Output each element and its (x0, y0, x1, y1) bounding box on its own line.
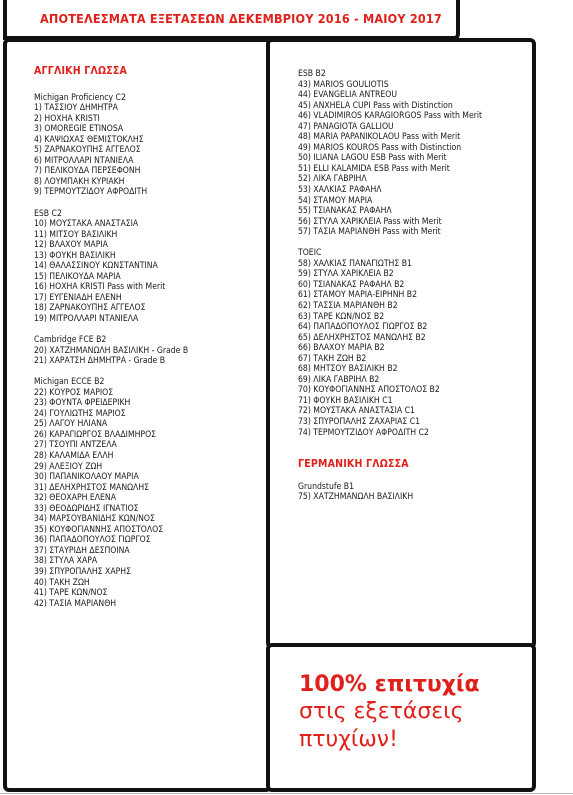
list-item: 51) ELLI KALAMIDA ESB Pass with Merit (298, 163, 450, 174)
list-item: 62) ΤΑΣΣΙΑ ΜΑΡΙΑΝΘΗ B2 (298, 300, 398, 311)
list-item: 30) ΠΑΠΑΝΙΚΟΛΑΟΥ ΜΑΡΙΑ (34, 472, 139, 483)
list-item: 68) ΜΗΤΣΟΥ ΒΑΣΙΛΙΚΗ B2 (298, 364, 398, 375)
promo-headline: 100% επιτυχία (299, 672, 480, 697)
list-item: 58) ΧΑΛΚΙΑΣ ΠΑΝΑΓΙΩΤΗΣ B1 (298, 258, 412, 269)
list-item: 11) ΜΙΤΣΟΥ ΒΑΣΙΛΙΚΗ (34, 229, 118, 240)
list-item: 47) PANAGIOTA GALLIOU (298, 121, 394, 132)
list-item: 9) ΤΕΡΜΟΥΤΖΙΔΟΥ ΑΦΡΟΔΙΤΗ (34, 187, 148, 198)
list-item: 45) ANXHELA CUPI Pass with Distinction (298, 100, 453, 111)
list-item: 61) ΣΤΑΜΟΥ ΜΑΡΙΑ-ΕΙΡΗΝΗ B2 (298, 290, 418, 301)
list-item: 66) ΒΛΑΧΟΥ ΜΑΡΙΑ B2 (298, 343, 385, 354)
english-section-title: ΑΓΓΛΙΚΗ ΓΛΩΣΣΑ (34, 65, 128, 77)
list-item: 52) ΛΙΚΑ ΓΑΒΡΙΗΛ (298, 174, 367, 185)
left-column (34, 66, 188, 609)
list-item: 4) ΚΑΨΙΩΧΑΣ ΘΕΜΙΣΤΟΚΛΗΣ (34, 134, 144, 145)
right-column (298, 69, 482, 503)
list-item: 75) ΧΑΤΖΗΜΑΝΩΛΗ ΒΑΣΙΛΙΚΗ (298, 492, 414, 503)
list-item: 12) ΒΛΑΧΟΥ ΜΑΡΙΑ (34, 240, 108, 251)
list-item: 41) ΤΑΡΕ ΚΩΝ/ΝΟΣ (34, 588, 108, 599)
list-item: 23) ΦΟΥΝΤΑ ΦΡΕΙΔΕΡΙΚΗ (34, 398, 131, 409)
list-item: 18) ΖΑΡΝΑΚΟΥΠΗΣ ΑΓΓΕΛΟΣ (34, 303, 146, 314)
list-item: 70) ΚΟΥΦΟΓΙΑΝΝΗΣ ΑΠΟΣΤΟΛΟΣ B2 (298, 385, 440, 396)
list-item: 17) ΕΥΓΕΝΙΑΔΗ ΕΛΕΝΗ (34, 292, 122, 303)
list-michigan-ecce (34, 388, 188, 609)
group-title-grundstufe: Grundstufe B1 (298, 481, 354, 492)
group-title-cambridge-fce: Cambridge FCE B2 (34, 335, 107, 346)
promo-text (299, 672, 480, 754)
list-item: 33) ΘΕΟΔΩΡΙΔΗΣ ΙΓΝΑΤΙΟΣ (34, 503, 139, 514)
group-title-esb-c2: ESB C2 (34, 208, 62, 219)
list-item: 71) ΦΟΥΚΗ ΒΑΣΙΛΙΚΗ C1 (298, 395, 393, 406)
list-item: 29) ΑΛΕΞΙΟΥ ΖΩΗ (34, 461, 103, 472)
list-grundstufe (298, 492, 482, 503)
list-item: 49) MARIOS KOUROS Pass with Distinction (298, 142, 462, 153)
list-item: 35) ΚΟΥΦΟΓΙΑΝΝΗΣ ΑΠΟΣΤΟΛΟΣ (34, 524, 164, 535)
list-item: 7) ΠΕΛΙΚΟΥΔΑ ΠΕΡΣΕΦΟΝΗ (34, 166, 141, 177)
list-item: 60) ΤΣΙΑΝΑΚΑΣ ΡΑΦΑΗΛ B2 (298, 279, 405, 290)
list-item: 32) ΘΕΟΧΑΡΗ ΕΛΕΝΑ (34, 493, 117, 504)
list-item: 73) ΣΠΥΡΟΠΑΛΗΣ ΖΑΧΑΡΙΑΣ C1 (298, 417, 421, 427)
list-item: 54) ΣΤΑΜΟΥ ΜΑΡΙΑ (298, 195, 373, 206)
list-item: 25) ΛΑΓΟΥ ΗΛΙΑΝΑ (34, 419, 108, 430)
list-item: 46) VLADIMIROS KARAGIORGOS Pass with Merit (298, 111, 483, 122)
german-section-title: ΓΕΡΜΑΝΙΚΗ ΓΛΩΣΣΑ (298, 458, 409, 471)
list-item: 15) ΠΕΛΙΚΟΥΔΑ ΜΑΡΙΑ (34, 271, 121, 282)
list-item: 20) ΧΑΤΖΗΜΑΝΩΛΗ ΒΑΣΙΛΙΚΗ - Grade B (34, 345, 189, 356)
list-item: 6) ΜΙΤΡΟΛΛΑΡΙ ΝΤΑΝΙΕΛΑ (34, 155, 134, 166)
list-item: 44) EVANGELIA ANTREOU (298, 90, 397, 101)
group-title-michigan-ecce: Michigan ECCE B2 (34, 377, 105, 388)
list-item: 10) ΜΟΥΣΤΑΚΑ ΑΝΑΣΤΑΣΙΑ (34, 219, 139, 230)
list-item: 22) ΚΟΥΡΟΣ ΜΑΡΙΟΣ (34, 387, 114, 398)
list-item: 24) ΓΟΥΛΙΩΤΗΣ ΜΑΡΙΟΣ (34, 408, 126, 419)
list-toeic (298, 259, 482, 438)
list-cambridge-fce (34, 346, 188, 367)
list-item: 72) ΜΟΥΣΤΑΚΑ ΑΝΑΣΤΑΣΙΑ C1 (298, 406, 415, 417)
list-item: 57) ΤΑΣΙΑ ΜΑΡΙΑΝΘΗ Pass with Merit (298, 227, 441, 238)
list-item: 21) ΧΑΡΑΤΣΗ ΔΗΜΗΤΡΑ - Grade B (34, 356, 166, 367)
list-item: 74) ΤΕΡΜΟΥΤΖΙΔΟΥ ΑΦΡΟΔΙΤΗ C2 (298, 427, 429, 438)
list-item: 3) OMOREGIE ETINOSA (34, 124, 124, 135)
list-item: 34) ΜΑΡΣΟΥΒΑΝΙΔΗΣ ΚΩΝ/ΝΟΣ (34, 514, 155, 525)
list-item: 67) ΤΑΚΗ ΖΩΗ B2 (298, 353, 367, 364)
list-item: 69) ΛΙΚΑ ΓΑΒΡΙΗΛ B2 (298, 374, 380, 385)
list-item: 8) ΛΟΥΜΠΑΚΗ ΚΥΡΙΑΚΗ (34, 176, 125, 187)
promo-line-3: πτυχίων! (299, 727, 398, 752)
promo-line-2: στις εξετάσεις (299, 699, 464, 724)
list-item: 50) ILIANA LAGOU ESB Pass with Merit (298, 153, 447, 164)
list-item: 53) ΧΑΛΚΙΑΣ ΡΑΦΑΗΛ (298, 185, 382, 196)
group-title-michigan-c2: Michigan Proficiency C2 (34, 92, 126, 103)
list-item: 48) MARIA PAPANIKOLAOU Pass with Merit (298, 132, 461, 143)
list-item: 38) ΣΤΥΛΑ ΧΑΡΑ (34, 556, 98, 567)
list-item: 63) ΤΑΡΕ ΚΩΝ/ΝΟΣ B2 (298, 311, 385, 322)
list-item: 16) ΗΟΧΗΑ KRISTI Pass with Merit (34, 282, 166, 293)
list-item: 2) ΗΟΧΗΑ KRISTI (34, 113, 100, 124)
list-michigan-c2 (34, 103, 188, 198)
list-item: 37) ΣΤΑΥΡΙΔΗ ΔΕΣΠΟΙΝΑ (34, 545, 130, 556)
list-item: 39) ΣΠΥΡΟΠΑΛΗΣ ΧΑΡΗΣ (34, 567, 131, 578)
list-item: 55) ΤΣΙΑΝΑΚΑΣ ΡΑΦΑΗΛ (298, 206, 392, 217)
list-item: 42) ΤΑΣΙΑ ΜΑΡΙΑΝΘΗ (34, 598, 117, 609)
list-esb-c2 (34, 219, 188, 324)
header-box (3, 0, 460, 40)
list-item: 59) ΣΤΥΛΑ ΧΑΡΙΚΛΕΙΑ B2 (298, 269, 394, 280)
list-item: 26) ΚΑΡΑΓΙΩΡΓΟΣ ΒΛΑΔΙΜΗΡΟΣ (34, 429, 157, 440)
list-item: 36) ΠΑΠΑΔΟΠΟΥΛΟΣ ΓΙΩΡΓΟΣ (34, 535, 151, 546)
list-item: 56) ΣΤΥΛΑ ΧΑΡΙΚΛΕΙΑ Pass with Merit (298, 216, 442, 227)
page-title: ΑΠΟΤΕΛΕΣΜΑΤΑ ΕΞΕΤΑΣΕΩΝ ΔΕΚΕΜΒΡΙΟΥ 2016 - ΜΑΙΟΥ 2017 (40, 11, 442, 26)
list-item: 31) ΔΕΛΗΧΡΗΣΤΟΣ ΜΑΝΩΛΗΣ (34, 482, 150, 493)
list-item: 27) ΤΣΟΥΠΙ ΑΝΤΖΕΛΑ (34, 440, 117, 451)
list-item: 40) ΤΑΚΗ ΖΩΗ (34, 577, 90, 588)
list-item: 5) ΖΑΡΝΑΚΟΥΠΗΣ ΑΓΓΕΛΟΣ (34, 145, 141, 156)
list-item: 1) ΤΑΣΣΙΟΥ ΔΗΜΗΤΡΑ (34, 103, 118, 114)
list-item: 14) ΘΑΛΑΣΣΙΝΟΥ ΚΩΝΣΤΑΝΤΙΝΑ (34, 261, 158, 272)
list-item: 28) ΚΑΛΑΜΙΔΑ ΕΛΛΗ (34, 451, 114, 461)
list-item: 43) MARIOS GOULIOTIS (298, 79, 389, 90)
group-title-esb-b2: ESB B2 (298, 69, 326, 79)
list-item: 64) ΠΑΠΑΔΟΠΟΥΛΟΣ ΓΙΩΡΓΟΣ B2 (298, 322, 428, 333)
list-item: 19) ΜΙΤΡΟΛΛΑΡΙ ΝΤΑΝΙΕΛΑ (34, 313, 139, 324)
list-item: 65) ΔΕΛΗΧΡΗΣΤΟΣ ΜΑΝΩΛΗΣ B2 (298, 332, 426, 343)
group-title-toeic: TOEIC (298, 248, 322, 259)
bottom-rule (0, 793, 573, 794)
list-item: 13) ΦΟΥΚΗ ΒΑΣΙΛΙΚΗ (34, 250, 116, 261)
list-esb-b2 (298, 80, 482, 238)
